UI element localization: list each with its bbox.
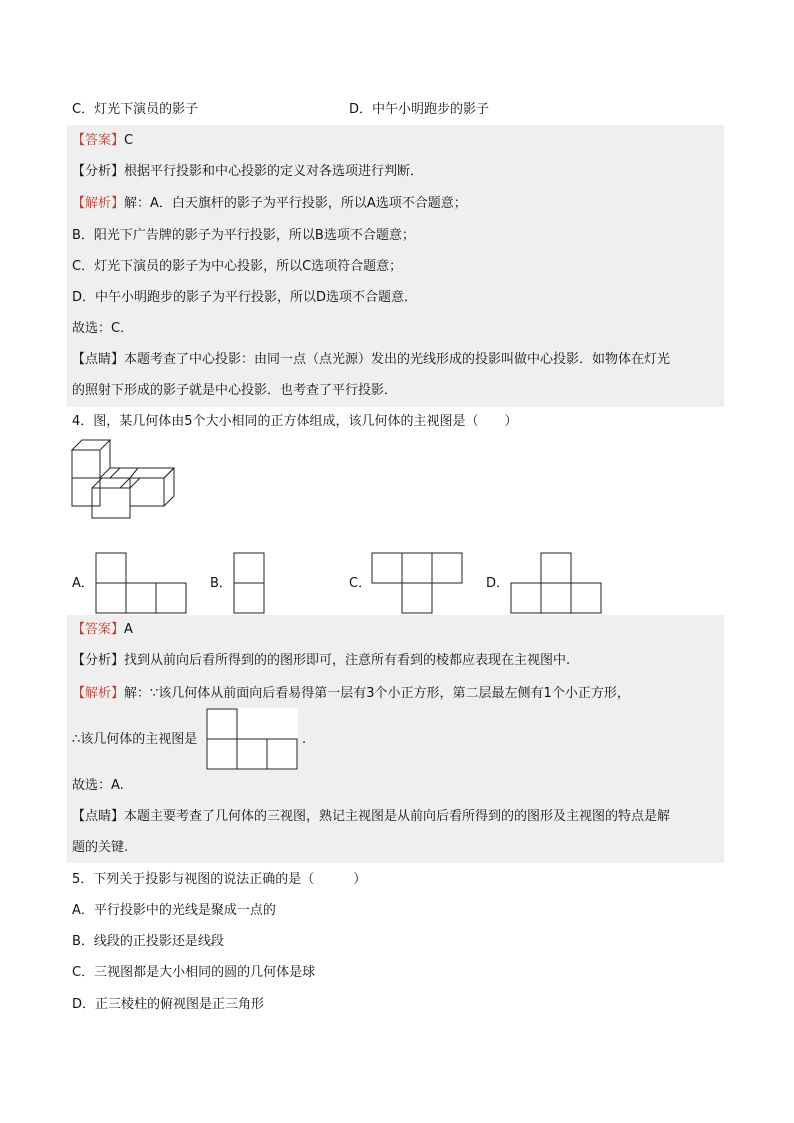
q3-comment [72,350,670,370]
solution-tag: 【解析】 [72,686,125,701]
q3-answer [72,131,133,151]
q4-analysis [72,651,570,671]
option-a-label: A． [72,576,94,591]
q3-solution-line: B．阳光下广告牌的影子为平行投影，所以B选项不合题意； [72,228,415,243]
answer-value: C [124,133,134,148]
option-d-figure [510,552,603,614]
solution-line: 解：A．白天旗杆的影子为平行投影，所以A选项不合题意； [124,196,467,211]
option-b-figure [233,552,266,614]
q3-solution-line: C．灯光下演员的影子为中心投影，所以C选项符合题意； [72,259,403,274]
solution-line: 解：∵该几何体从前面向后看易得第一层有3个小正方形，第二层最左侧有1个小正方形， [124,686,630,701]
q4-solution [72,684,630,704]
option-c-label: C． [349,576,372,591]
q5-option-a: A．平行投影中的光线是聚成一点的 [72,903,276,918]
q4-answer [72,620,133,640]
comment-text: 本题主要考查了几何体的三视图，熟记主视图是从前向后看所得到的的图形及主视图的特点是解 [124,809,671,824]
q4-question: 4．图，某几何体由5个大小相同的正方体组成，该几何体的主视图是（ ） [72,414,518,429]
q4-solution-line2-end: . [302,732,307,747]
q3-option-c: C．灯光下演员的影子 [72,102,199,117]
analysis-tag: 【分析】 [72,653,125,668]
q5-question: 5．下列关于投影与视图的说法正确的是（ ） [72,872,367,887]
option-c-figure [371,552,464,614]
q3-solution-line: D．中午小明跑步的影子为平行投影，所以D选项不合题意． [72,290,418,305]
analysis-tag: 【分析】 [72,164,125,179]
comment-tag: 【点睛】 [72,809,125,824]
q3-option-d: D．中午小明跑步的影子 [349,102,490,117]
q5-option-c: C．三视图都是大小相同的圆的几何体是球 [72,965,316,980]
analysis-text: 根据平行投影和中心投影的定义对各选项进行判断． [124,164,424,179]
q3-conclusion: 故选：C． [72,321,134,336]
answer-tag: 【答案】 [72,133,125,148]
comment-text: 本题考查了中心投影：由同一点（点光源）发出的光线形成的投影叫做中心投影．如物体在灯光 [124,352,671,367]
q4-conclusion: 故选：A. [72,778,124,793]
option-a-figure [95,552,188,614]
q3-comment-line: 的照射下形成的影子就是中心投影．也考查了平行投影． [72,383,398,398]
analysis-text: 找到从前向后看所得到的的图形即可，注意所有看到的棱都应表现在主视图中. [124,653,571,668]
answer-tag: 【答案】 [72,622,125,637]
q4-comment [72,807,670,827]
option-d-label: D． [486,576,510,591]
answer-front-view-figure [206,708,299,770]
q3-solution [72,194,467,214]
q4-solid-figure [70,438,176,522]
option-b-label: B． [210,576,232,591]
q5-option-d: D．正三棱柱的俯视图是正三角形 [72,997,265,1012]
solution-tag: 【解析】 [72,196,125,211]
q4-comment-line: 题的关键. [72,840,129,855]
q5-option-b: B．线段的正投影还是线段 [72,934,224,949]
answer-value: A [124,622,133,637]
comment-tag: 【点睛】 [72,352,125,367]
q4-solution-line2: ∴该几何体的主视图是 [72,732,198,747]
q3-analysis [72,162,423,182]
